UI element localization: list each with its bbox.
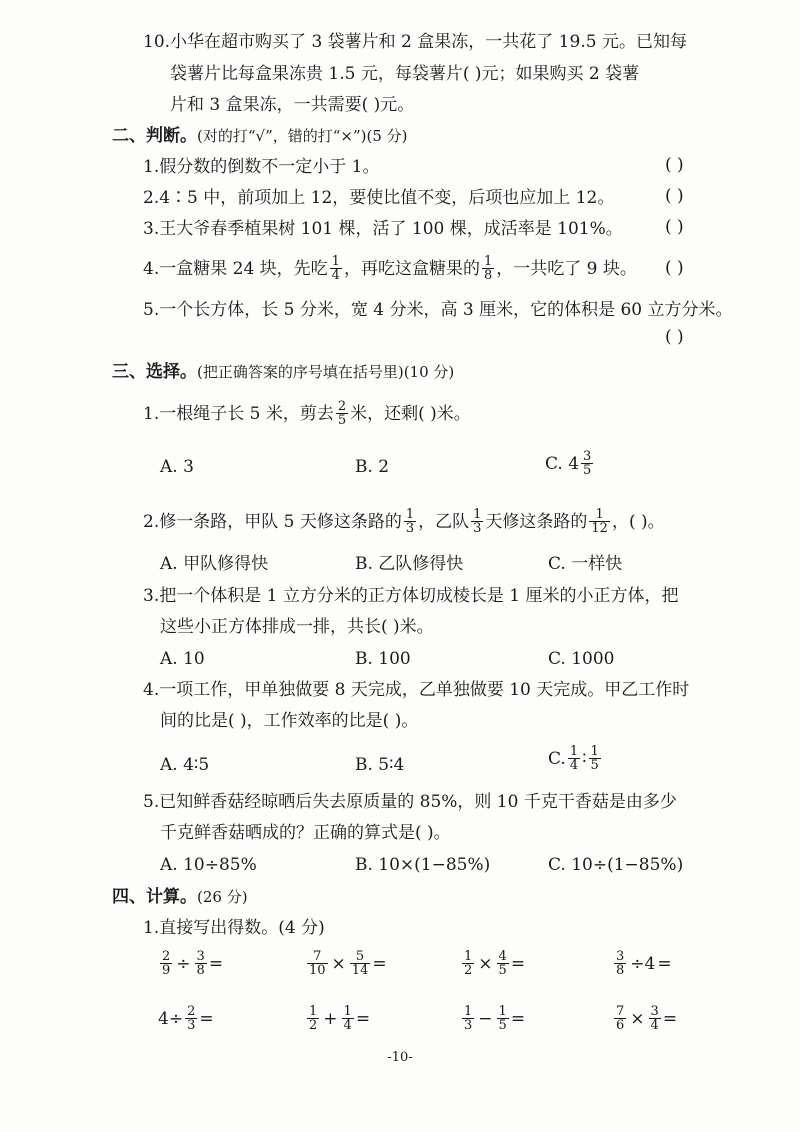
s2-q5: 5.一个长方体，长 5 分米，宽 4 分米，高 3 厘米，它的体积是 60 立方分米。 (143, 300, 733, 320)
s3-q5-line1: 5.已知鲜香菇经晾晒后失去原质量的 85%，则 10 千克干香菇是由多少 (143, 792, 677, 812)
calc-item-6[interactable]: $\frac{1}{2}$ + $\frac{1}{4}$ = (309, 1004, 371, 1033)
fraction: $\frac{1}{4}$ (343, 1004, 352, 1033)
s2-q5-answer-blank[interactable]: ( ) (665, 327, 684, 347)
s4-sub1: 1.直接写出得数。(4 分) (143, 918, 325, 938)
s3-q2-option-b[interactable]: B. 乙队修得快 (355, 554, 464, 574)
s3-q5-line2: 千克鲜香菇晒成的？正确的算式是( )。 (160, 823, 451, 843)
q10-line2: 袋薯片比每盒果冻贵 1.5 元，每袋薯片( )元；如果购买 2 袋薯 (170, 64, 640, 84)
s2-q4: 4.一盒糖果 24 块，先吃 $\frac{1}{4}$ ，再吃这盒糖果的 $\frac{1}{8}$ ，一共吃了 9 块。 (143, 254, 637, 283)
fraction: $\frac{3}{4}$ (650, 1004, 659, 1033)
fraction: $\frac{1}{5}$ (498, 1004, 507, 1033)
calc-item-8[interactable]: $\frac{7}{6}$ × $\frac{3}{4}$ = (616, 1004, 678, 1033)
fraction: $\frac{1}{3}$ (473, 507, 482, 536)
fraction: $\frac{1}{5}$ (590, 744, 599, 773)
fraction: $\frac{4}{5}$ (498, 949, 507, 978)
s2-q2: 2.4∶5 中，前项加上 12，要使比值不变，后项也应加上 12。 (143, 188, 615, 208)
s3-q3-option-b[interactable]: B. 100 (355, 649, 411, 669)
fraction: $\frac{1}{4}$ (331, 254, 340, 283)
s3-q4-option-b[interactable]: B. 5∶4 (355, 755, 405, 775)
section2-heading (112, 124, 408, 148)
section3-title: 三、选择。 (112, 362, 197, 382)
section4-note: (26 分) (197, 888, 248, 906)
s3-q4-option-a[interactable]: A. 4∶5 (160, 755, 210, 775)
calc-item-1[interactable]: $\frac{2}{9}$ ÷ $\frac{3}{8}$ = (162, 949, 224, 978)
s3-q1: 1.一根绳子长 5 米，剪去 $\frac{2}{5}$ 米，还剩( )米。 (143, 399, 471, 428)
s3-q3-option-c[interactable]: C. 1000 (548, 649, 615, 669)
s2-q4-answer-blank[interactable]: ( ) (665, 258, 684, 278)
section4-heading (112, 885, 248, 909)
s3-q2-option-a[interactable]: A. 甲队修得快 (160, 554, 269, 574)
fraction: $\frac{2}{3}$ (187, 1004, 196, 1033)
fraction: $\frac{2}{9}$ (162, 949, 171, 978)
calc-item-4[interactable]: $\frac{3}{8}$ ÷4 = (616, 949, 672, 978)
s3-q1-option-b[interactable]: B. 2 (355, 457, 390, 477)
s3-q3-line1: 3.把一个体积是 1 立方分米的正方体切成棱长是 1 厘米的小正方体，把 (143, 586, 679, 606)
s3-q1-option-a[interactable]: A. 3 (160, 457, 194, 477)
section2-note: (对的打“√”，错的打“×”)(5 分) (197, 127, 408, 145)
s3-q4-line2: 间的比是( )，工作效率的比是( )。 (160, 711, 419, 731)
q10-line1: 10.小华在超市购买了 3 袋薯片和 2 盒果冻，一共花了 19.5 元。已知每 (143, 32, 687, 52)
fraction: $\frac{1}{3}$ (464, 1004, 473, 1033)
fraction: $\frac{7}{10}$ (309, 949, 326, 978)
fraction: $\frac{1}{8}$ (483, 254, 493, 283)
s3-q5-option-c[interactable]: C. 10÷(1−85%) (548, 855, 684, 875)
fraction: $\frac{1}{3}$ (405, 507, 415, 536)
q10-line3: 片和 3 盒果冻，一共需要( )元。 (170, 95, 415, 115)
s3-q5-option-b[interactable]: B. 10×(1−85%) (355, 855, 491, 875)
s3-q2-option-c[interactable]: C. 一样快 (548, 554, 623, 574)
calc-item-3[interactable]: $\frac{1}{2}$ × $\frac{4}{5}$ = (464, 949, 526, 978)
fraction: $\frac{7}{6}$ (616, 1004, 625, 1033)
fraction: $\frac{5}{14}$ (351, 949, 369, 978)
fraction: $\frac{1}{2}$ (309, 1004, 318, 1033)
fraction: $\frac{3}{5}$ (583, 449, 592, 478)
s2-q2-answer-blank[interactable]: ( ) (665, 186, 684, 206)
s3-q2: 2.修一条路，甲队 5 天修这条路的 $\frac{1}{3}$ ，乙队 $\frac{1}{3}$ 天修这条路的 $\frac{1}{12}$ ，( )。 (143, 507, 665, 536)
section2-title: 二、判断。 (112, 126, 197, 146)
fraction: $\frac{2}{5}$ (337, 399, 347, 428)
s3-q5-option-a[interactable]: A. 10÷85% (160, 855, 257, 875)
s2-q3-answer-blank[interactable]: ( ) (665, 217, 684, 237)
fraction: $\frac{3}{8}$ (196, 949, 205, 978)
calc-item-5[interactable]: 4÷ $\frac{2}{3}$ = (158, 1004, 214, 1033)
section3-heading (112, 360, 454, 384)
fraction: $\frac{1}{12}$ (591, 507, 608, 536)
s3-q3-option-a[interactable]: A. 10 (160, 649, 205, 669)
calc-item-7[interactable]: $\frac{1}{3}$ − $\frac{1}{5}$ = (464, 1004, 526, 1033)
fraction: $\frac{1}{2}$ (464, 949, 473, 978)
s2-q1: 1.假分数的倒数不一定小于 1。 (143, 157, 380, 177)
section3-note: (把正确答案的序号填在括号里)(10 分) (197, 363, 455, 381)
fraction: $\frac{1}{4}$ (569, 744, 579, 773)
calc-item-2[interactable]: $\frac{7}{10}$ × $\frac{5}{14}$ = (309, 949, 387, 978)
s3-q4-line1: 4.一项工作，甲单独做要 8 天完成，乙单独做要 10 天完成。甲乙工作时 (143, 680, 690, 700)
fraction: $\frac{3}{8}$ (616, 949, 625, 978)
section4-title: 四、计算。 (112, 887, 197, 907)
page-number: -10- (387, 1050, 413, 1065)
s2-q3: 3.王大爷春季植果树 101 棵，活了 100 棵，成活率是 101%。 (143, 219, 623, 239)
s3-q4-option-c[interactable]: C. $\frac{1}{4}$ ∶ $\frac{1}{5}$ (548, 744, 599, 773)
s3-q1-option-c[interactable]: C. 4 $\frac{3}{5}$ (545, 449, 592, 478)
s2-q1-answer-blank[interactable]: ( ) (665, 155, 684, 175)
s3-q3-line2: 这些小正方体排成一排，共长( )米。 (160, 617, 434, 637)
